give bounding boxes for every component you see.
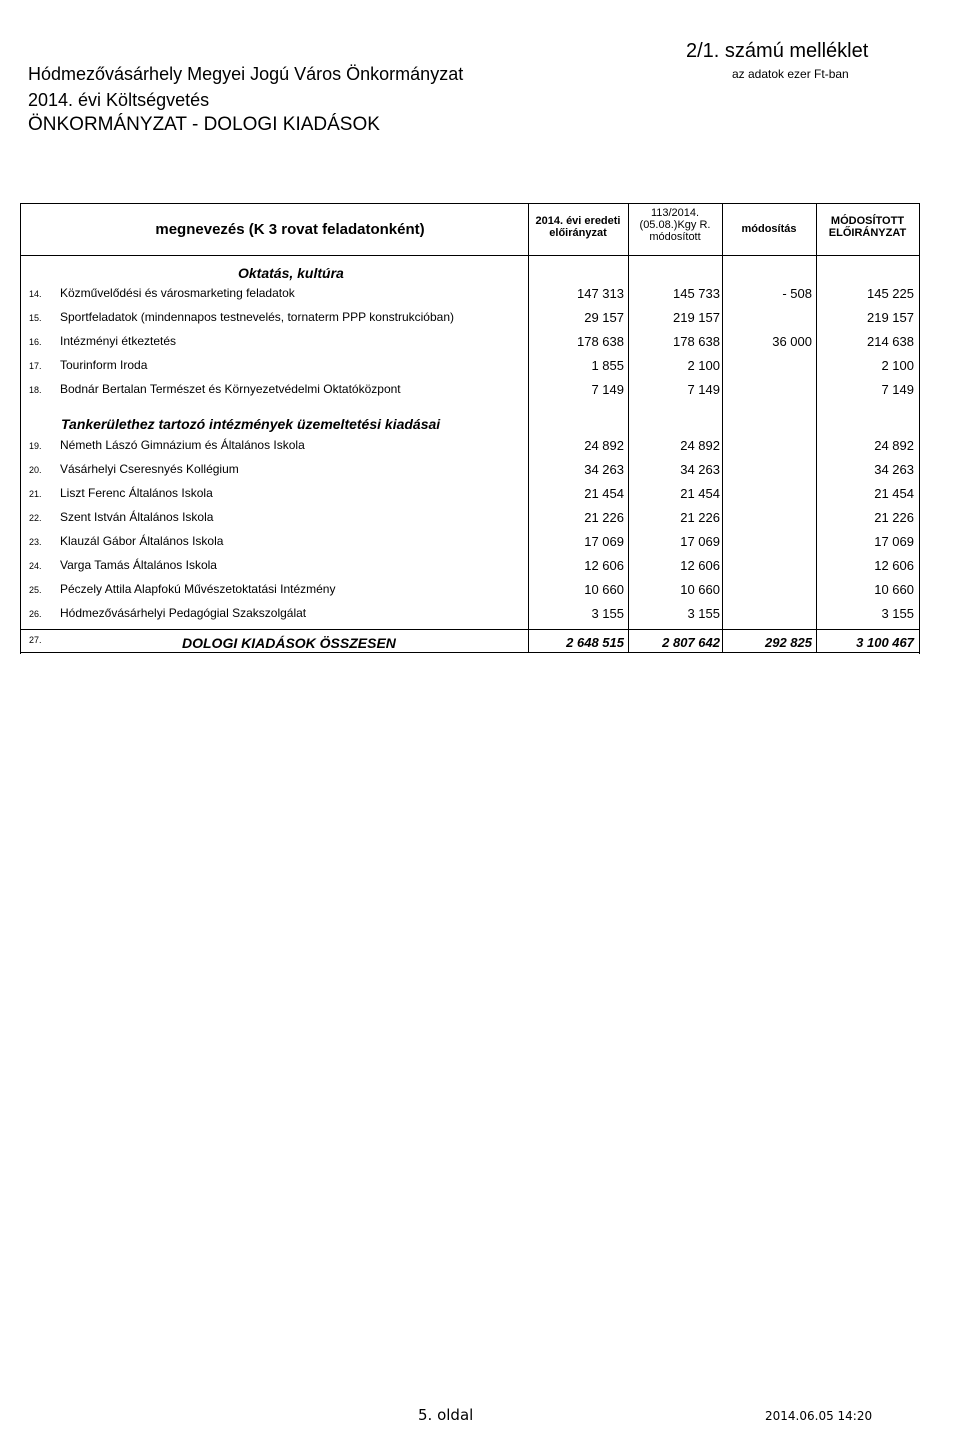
- cell-final: 2 100: [881, 358, 914, 373]
- cell-modified: 2 807 642: [662, 635, 720, 650]
- col-header-original-line1: 2014. évi eredeti: [535, 215, 621, 227]
- table-row: [0, 332, 960, 356]
- row-name: Hódmezővásárhelyi Pedagógial Szakszolgálat: [60, 606, 307, 620]
- col-header-final: [816, 215, 919, 239]
- row-name: DOLOGI KIADÁSOK ÖSSZESEN: [182, 635, 396, 651]
- section-title-culture: Oktatás, kultúra: [238, 265, 344, 281]
- cell-modified: 2 100: [687, 358, 720, 373]
- cell-final: 17 069: [874, 534, 914, 549]
- cell-final: 214 638: [867, 334, 914, 349]
- cell-modified: 7 149: [687, 382, 720, 397]
- table-row: [0, 380, 960, 404]
- table-row: [0, 556, 960, 580]
- col-header-name: megnevezés (K 3 rovat feladatonként): [155, 221, 425, 238]
- cell-final: 12 606: [874, 558, 914, 573]
- row-name: Tourinform Iroda: [60, 358, 148, 372]
- table-row: [0, 308, 960, 332]
- cell-final: 145 225: [867, 286, 914, 301]
- table-row: [0, 460, 960, 484]
- cell-original: 147 313: [577, 286, 624, 301]
- cell-final: 21 226: [874, 510, 914, 525]
- org-title: Hódmezővásárhely Megyei Jogú Város Önkormányzat: [28, 64, 464, 84]
- row-number: 24.: [29, 561, 42, 571]
- cell-modified: 21 226: [680, 510, 720, 525]
- cell-original: 29 157: [584, 310, 624, 325]
- row-number: 14.: [29, 289, 42, 299]
- cell-final: 21 454: [874, 486, 914, 501]
- row-name: Klauzál Gábor Általános Iskola: [60, 534, 224, 548]
- row-number: 16.: [29, 337, 42, 347]
- row-name: Péczely Attila Alapfokú Művészetoktatási Intézmény: [60, 582, 336, 596]
- col-header-original-line2: előirányzat: [549, 227, 607, 239]
- col-header-modified-line1: 113/2014.: [650, 207, 700, 219]
- table-row-total: [0, 633, 960, 657]
- col-header-final-line1: MÓDOSÍTOTT: [830, 215, 905, 227]
- cell-original: 21 454: [584, 486, 624, 501]
- row-name: Sportfeladatok (mindennapos testnevelés, tornaterm PPP konstrukcióban): [60, 310, 454, 324]
- row-name: Liszt Ferenc Általános Iskola: [60, 486, 213, 500]
- row-number: 18.: [29, 385, 42, 395]
- row-name: Németh Lászó Gimnázium és Általános Iskola: [60, 438, 305, 452]
- cell-final: 34 263: [874, 462, 914, 477]
- cell-final: 24 892: [874, 438, 914, 453]
- col-header-original: [528, 215, 628, 239]
- table-row: [0, 356, 960, 380]
- row-number: 27.: [29, 635, 42, 645]
- row-number: 19.: [29, 441, 42, 451]
- cell-original: 12 606: [584, 558, 624, 573]
- cell-original: 17 069: [584, 534, 624, 549]
- cell-original: 10 660: [584, 582, 624, 597]
- cell-modified: 34 263: [680, 462, 720, 477]
- cell-original: 1 855: [591, 358, 624, 373]
- table-row: [0, 484, 960, 508]
- table-row: [0, 508, 960, 532]
- cell-original: 3 155: [591, 606, 624, 621]
- cell-modified: 24 892: [680, 438, 720, 453]
- col-header-modified: [628, 207, 722, 243]
- print-datetime: 2014.06.05 14:20: [765, 1409, 873, 1423]
- cell-change: 36 000: [772, 334, 812, 349]
- row-number: 25.: [29, 585, 42, 595]
- row-name: Szent István Általános Iskola: [60, 510, 214, 524]
- cell-original: 7 149: [591, 382, 624, 397]
- units-note: az adatok ezer Ft-ban: [732, 67, 849, 81]
- cell-final: 219 157: [867, 310, 914, 325]
- cell-final: 10 660: [874, 582, 914, 597]
- cell-original: 21 226: [584, 510, 624, 525]
- attachment-label: 2/1. számú melléklet: [686, 40, 869, 62]
- col-header-modified-line2: (05.08.)Kgy R.: [639, 219, 711, 231]
- section-title-institutions: Tankerülethez tartozó intézmények üzemeltetési kiadásai: [61, 416, 441, 432]
- row-number: 22.: [29, 513, 42, 523]
- cell-modified: 12 606: [680, 558, 720, 573]
- cell-change: - 508: [782, 286, 812, 301]
- table-row: [0, 604, 960, 628]
- table-row: [0, 284, 960, 308]
- table-row: [0, 436, 960, 460]
- row-number: 26.: [29, 609, 42, 619]
- col-header-final-line2: ELŐIRÁNYZAT: [828, 227, 907, 239]
- row-name: Varga Tamás Általános Iskola: [60, 558, 217, 572]
- page-subtitle: ÖNKORMÁNYZAT - DOLOGI KIADÁSOK: [28, 114, 380, 135]
- row-number: 20.: [29, 465, 42, 475]
- cell-original: 24 892: [584, 438, 624, 453]
- cell-original: 178 638: [577, 334, 624, 349]
- table-row: [0, 532, 960, 556]
- page-number: 5. oldal: [418, 1406, 474, 1424]
- cell-modified: 10 660: [680, 582, 720, 597]
- cell-modified: 17 069: [680, 534, 720, 549]
- row-name: Bodnár Bertalan Természet és Környezetvédelmi Oktatóközpont: [60, 382, 401, 396]
- row-name: Intézményi étkeztetés: [60, 334, 177, 348]
- row-name: Vásárhelyi Cseresnyés Kollégium: [60, 462, 239, 476]
- row-number: 15.: [29, 313, 42, 323]
- col-header-change: módosítás: [741, 223, 797, 235]
- col-header-modified-line3: módosított: [649, 231, 701, 243]
- cell-final: 7 149: [881, 382, 914, 397]
- cell-modified: 178 638: [673, 334, 720, 349]
- cell-original: 34 263: [584, 462, 624, 477]
- cell-original: 2 648 515: [566, 635, 624, 650]
- cell-modified: 145 733: [673, 286, 720, 301]
- cell-final: 3 100 467: [856, 635, 914, 650]
- table-row: [0, 580, 960, 604]
- row-number: 23.: [29, 537, 42, 547]
- cell-modified: 21 454: [680, 486, 720, 501]
- cell-modified: 219 157: [673, 310, 720, 325]
- row-number: 21.: [29, 489, 42, 499]
- budget-year: 2014. évi Költségvetés: [28, 90, 210, 110]
- cell-change: 292 825: [765, 635, 812, 650]
- row-name: Közművelődési és városmarketing feladatok: [60, 286, 295, 300]
- cell-final: 3 155: [881, 606, 914, 621]
- row-number: 17.: [29, 361, 42, 371]
- cell-modified: 3 155: [687, 606, 720, 621]
